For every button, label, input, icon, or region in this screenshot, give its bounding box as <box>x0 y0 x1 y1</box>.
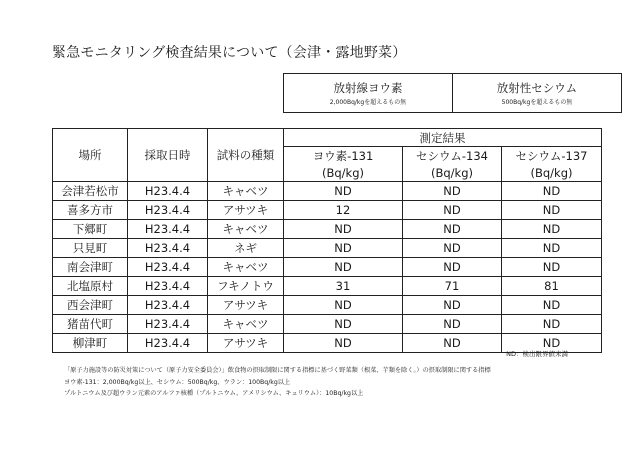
iodine-limit-cell <box>284 74 453 113</box>
cell-place: 南会津町 <box>53 258 128 277</box>
cell-sample: キャベツ <box>208 315 284 334</box>
cesium-limit-subtext: 500Bq/kgを超えるもの無 <box>501 99 573 106</box>
limits-table <box>283 73 622 113</box>
cell-i131: 31 <box>284 277 403 296</box>
footnote-3: プルトニウム及び超ウラン元素のアルファ核種（プルトニウム、アメリシウム、キュリウム）：10Bq/kg以上 <box>64 390 364 397</box>
cesium-limit-cell <box>453 74 622 113</box>
cell-sample: アサツキ <box>208 201 284 220</box>
cell-date: H23.4.4 <box>128 239 208 258</box>
header-sample: 試料の種類 <box>208 129 284 182</box>
cesium-limit-heading: 放射性セシウム <box>496 81 578 95</box>
header-place: 場所 <box>53 129 128 182</box>
cell-i131: ND <box>284 258 403 277</box>
cell-cs137: ND <box>502 182 602 201</box>
cell-date: H23.4.4 <box>128 182 208 201</box>
cell-cs134: ND <box>403 182 502 201</box>
cell-sample: ネギ <box>208 239 284 258</box>
iodine-limit-heading: 放射線ヨウ素 <box>333 81 403 95</box>
table-row <box>53 201 602 220</box>
cell-place: 猪苗代町 <box>53 315 128 334</box>
cell-cs137: 81 <box>502 277 602 296</box>
table-row <box>53 182 602 201</box>
cell-cs137: ND <box>502 201 602 220</box>
cell-place: 只見町 <box>53 239 128 258</box>
cell-cs137: ND <box>502 334 602 353</box>
table-row <box>53 220 602 239</box>
cell-date: H23.4.4 <box>128 220 208 239</box>
header-cs134: セシウム-134 <box>403 147 502 165</box>
cell-date: H23.4.4 <box>128 334 208 353</box>
cell-i131: ND <box>284 220 403 239</box>
header-iodine: ヨウ素-131 <box>284 147 403 165</box>
cell-cs134: ND <box>403 258 502 277</box>
table-row <box>53 277 602 296</box>
cell-cs134: ND <box>403 334 502 353</box>
cell-i131: 12 <box>284 201 403 220</box>
cell-sample: キャベツ <box>208 220 284 239</box>
page-title: 緊急モニタリング検査結果について（会津・露地野菜） <box>52 45 407 61</box>
cell-cs134: ND <box>403 315 502 334</box>
cell-cs134: 71 <box>403 277 502 296</box>
cell-sample: アサツキ <box>208 296 284 315</box>
cell-date: H23.4.4 <box>128 201 208 220</box>
header-measurement: 測定結果 <box>284 129 602 147</box>
nd-note: ND：検出限界値未満 <box>506 350 568 358</box>
header-cs137: セシウム-137 <box>502 147 602 165</box>
results-table <box>52 128 602 353</box>
cell-place: 喜多方市 <box>53 201 128 220</box>
cell-cs137: ND <box>502 239 602 258</box>
cell-cs134: ND <box>403 239 502 258</box>
header-unit: (Bq/kg) <box>502 164 602 182</box>
cell-i131: ND <box>284 334 403 353</box>
footnote-2: ヨウ素-131：2,000Bq/kg以上、セシウム：500Bq/kg、ウラン：100Bq/kg以上 <box>64 379 291 386</box>
cell-cs134: ND <box>403 220 502 239</box>
cell-place: 会津若松市 <box>53 182 128 201</box>
cell-place: 下郷町 <box>53 220 128 239</box>
cell-cs137: ND <box>502 315 602 334</box>
cell-date: H23.4.4 <box>128 277 208 296</box>
cell-place: 北塩原村 <box>53 277 128 296</box>
cell-cs137: ND <box>502 220 602 239</box>
cell-place: 西会津町 <box>53 296 128 315</box>
header-unit: (Bq/kg) <box>403 164 502 182</box>
cell-date: H23.4.4 <box>128 315 208 334</box>
cell-sample: キャベツ <box>208 182 284 201</box>
cell-i131: ND <box>284 239 403 258</box>
cell-cs137: ND <box>502 296 602 315</box>
iodine-limit-subtext: 2,000Bq/kgを超えるもの無 <box>329 99 407 106</box>
table-row <box>53 315 602 334</box>
cell-i131: ND <box>284 315 403 334</box>
cell-cs137: ND <box>502 258 602 277</box>
cell-date: H23.4.4 <box>128 258 208 277</box>
cell-place: 柳津町 <box>53 334 128 353</box>
cell-cs134: ND <box>403 201 502 220</box>
header-date: 採取日時 <box>128 129 208 182</box>
table-row <box>53 258 602 277</box>
cell-sample: キャベツ <box>208 258 284 277</box>
cell-date: H23.4.4 <box>128 296 208 315</box>
header-unit: (Bq/kg) <box>284 164 403 182</box>
cell-cs134: ND <box>403 296 502 315</box>
footnote-1: 「原子力施設等の防災対策について（原子力安全委員会）」飲食物の摂取制限に関する指標に基づく野菜類（根菜、芋類を除く。）の摂取制限に関する指標 <box>64 367 491 374</box>
table-row <box>53 239 602 258</box>
cell-sample: フキノトウ <box>208 277 284 296</box>
cell-i131: ND <box>284 296 403 315</box>
cell-i131: ND <box>284 182 403 201</box>
cell-sample: アサツキ <box>208 334 284 353</box>
table-row <box>53 296 602 315</box>
